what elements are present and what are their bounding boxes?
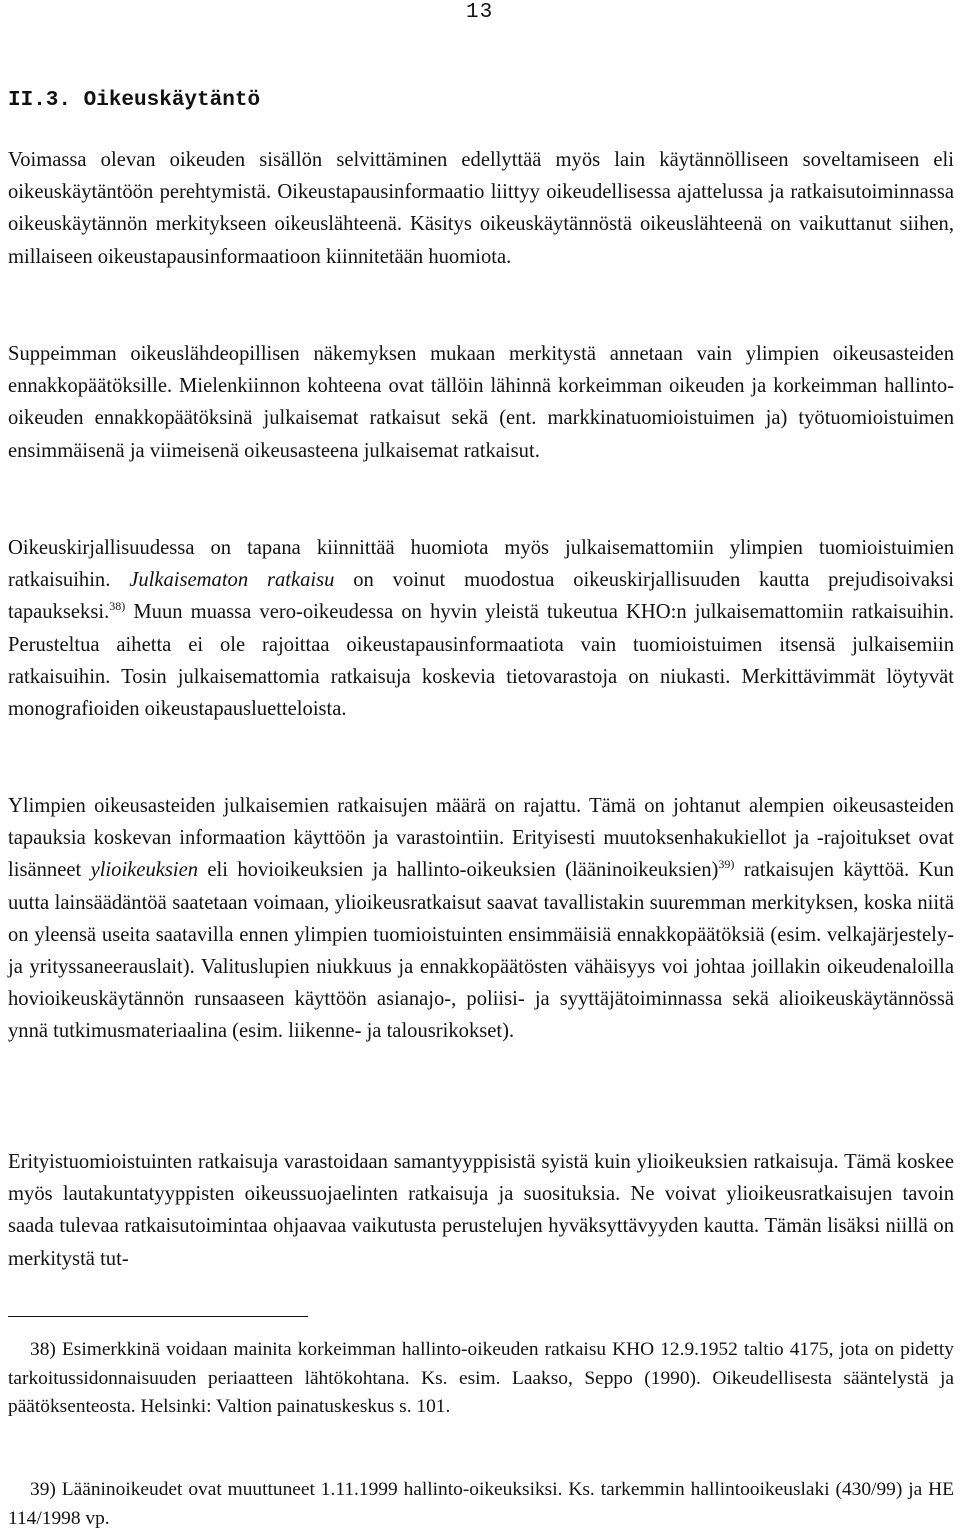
- paragraph-4-italic: ylioikeuksien: [90, 859, 199, 882]
- footnote-39-number: 39): [30, 1479, 56, 1500]
- paragraph-2: Suppeimman oikeuslähdeopillisen näkemyksen mukaan merkitystä annetaan vain ylimpien oikeusasteiden ennakkopäätöksille. Mielenkiinnon kohteena ovat tällöin lähinnä korkeimman oikeuden ja korkeimman hallinto-oikeuden ennakkopäätöksinä julkaisemat ratkaisut sekä (ent. markkinatuomioistuimen ja) työtuomioistuimen ensimmäisenä ja viimeisenä oikeusasteena julkaisemat ratkaisut.: [8, 343, 954, 462]
- paragraph-3-text-c: Muun muassa vero-oikeudessa on hyvin yleistä tukeutua KHO:n julkaisemattomiin ratkaisuihin. Perusteltua aihetta ei ole rajoittaa oikeustapausinformaatiota vain tuomioistuimen itsensä julkaisemiin ratkaisuihin. Tosin julkaisemattomia ratkaisuja koskevia tietovarastoja on niukasti. Merkittävimmät löytyvät monografioiden oikeustapausluetteloista.: [8, 601, 954, 721]
- footnote-ref-38[interactable]: 38): [109, 599, 126, 614]
- footnote-38-text: Esimerkkinä voidaan mainita korkeimman hallinto-oikeuden ratkaisu KHO 12.9.1952 taltio 4175, jota on pidetty tarkoitussidonnaisuuden periaatteen lähtökohtana. Ks. esim. Laakso, Seppo (1990). Oikeudellisesta sääntelystä ja päätöksenteosta. Helsinki: Valtion painatuskeskus s. 101.: [8, 1339, 954, 1418]
- footnote-38: [8, 1336, 954, 1422]
- paragraph-4-text-a: Ylimpien oikeusasteiden julkaisemien ratkaisujen määrä on rajattu. Tämä on johtanut alempien oikeusasteiden tapauksia koskevan informaation käyttöön ja varastointiin. Erityisesti muutoksenhakukiellot ja -rajoitukset ovat lisänneet: [8, 795, 954, 882]
- paragraph-5: Erityistuomioistuinten ratkaisuja varastoidaan samantyyppisistä syistä kuin ylioikeuksien ratkaisuja. Tämä koskee myös lautakuntatyyppisten oikeussuojaelinten ratkaisuja ja suosituksia. Ne voivat ylioikeusratkaisujen tavoin saada tulevaa ratkaisutoimintaa ohjaavaa vaikutusta perustelujen hyväksyttävyyden kautta. Tämän lisäksi niillä on merkitystä tut-: [8, 1151, 954, 1270]
- paragraph-3-italic: Julkaisematon ratkaisu: [129, 569, 335, 592]
- footnote-39: [8, 1476, 954, 1533]
- paragraph-4-text-b: eli hovioikeuksien ja hallinto-oikeuksien (lääninoikeuksien): [198, 859, 719, 882]
- page-number: 13: [466, 1, 494, 24]
- paragraph-4-text-c: ratkaisujen käyttöä. Kun uutta lainsäädäntöä saatetaan voimaan, ylioikeusratkaisut saavat tavallistakin suuremman merkityksen, koska niitä on yleensä useita saatavilla ennen ylimpien tuomioistuinten ensimmäisiä ennakkopäätöksiä (esim. velkajärjestely- ja yrityssaneerauslait). Valituslupien niukkuus ja ennakkopäätösten vähäisyys voi johtaa joillakin oikeudenaloilla hovioikeuskäytännön runsaaseen käyttöön asianajo-, poliisi- ja syyttäjätoiminnassa sekä alioikeuskäytännössä ynnä tutkimusmateriaalina (esim. liikenne- ja talousrikokset).: [8, 859, 955, 1043]
- footnote-38-number: 38): [30, 1339, 56, 1360]
- paragraph-1: Voimassa olevan oikeuden sisällön selvittäminen edellyttää myös lain käytännölliseen soveltamiseen eli oikeuskäytäntöön perehtymistä. Oikeustapausinformaatio liittyy oikeudellisessa ajattelussa ja ratkaisutoiminnassa oikeuskäytännön merkitykseen oikeuslähteenä. Käsitys oikeuskäytännöstä oikeuslähteenä on vaikuttanut siihen, millaiseen oikeustapausinformaatioon kiinnitetään huomiota.: [8, 149, 954, 268]
- section-heading: II.3. Oikeuskäytäntö: [8, 89, 261, 112]
- paragraph-3-text-b: on voinut muodostua oikeuskirjallisuuden kautta prejudisoivaksi tapaukseksi.: [8, 569, 955, 624]
- paragraph-4: [8, 790, 954, 1048]
- paragraph-3: [8, 532, 954, 725]
- footnote-divider: [8, 1316, 308, 1317]
- footnote-39-text: Lääninoikeudet ovat muuttuneet 1.11.1999 hallinto-oikeuksiksi. Ks. tarkemmin hallintooikeuslaki (430/99) ja HE 114/1998 vp.: [8, 1479, 954, 1529]
- footnote-ref-39[interactable]: 39): [718, 857, 735, 872]
- paragraph-3-text-a: Oikeuskirjallisuudessa on tapana kiinnittää huomiota myös julkaisemattomiin ylimpien tuomioistuimien ratkaisuihin.: [8, 537, 954, 592]
